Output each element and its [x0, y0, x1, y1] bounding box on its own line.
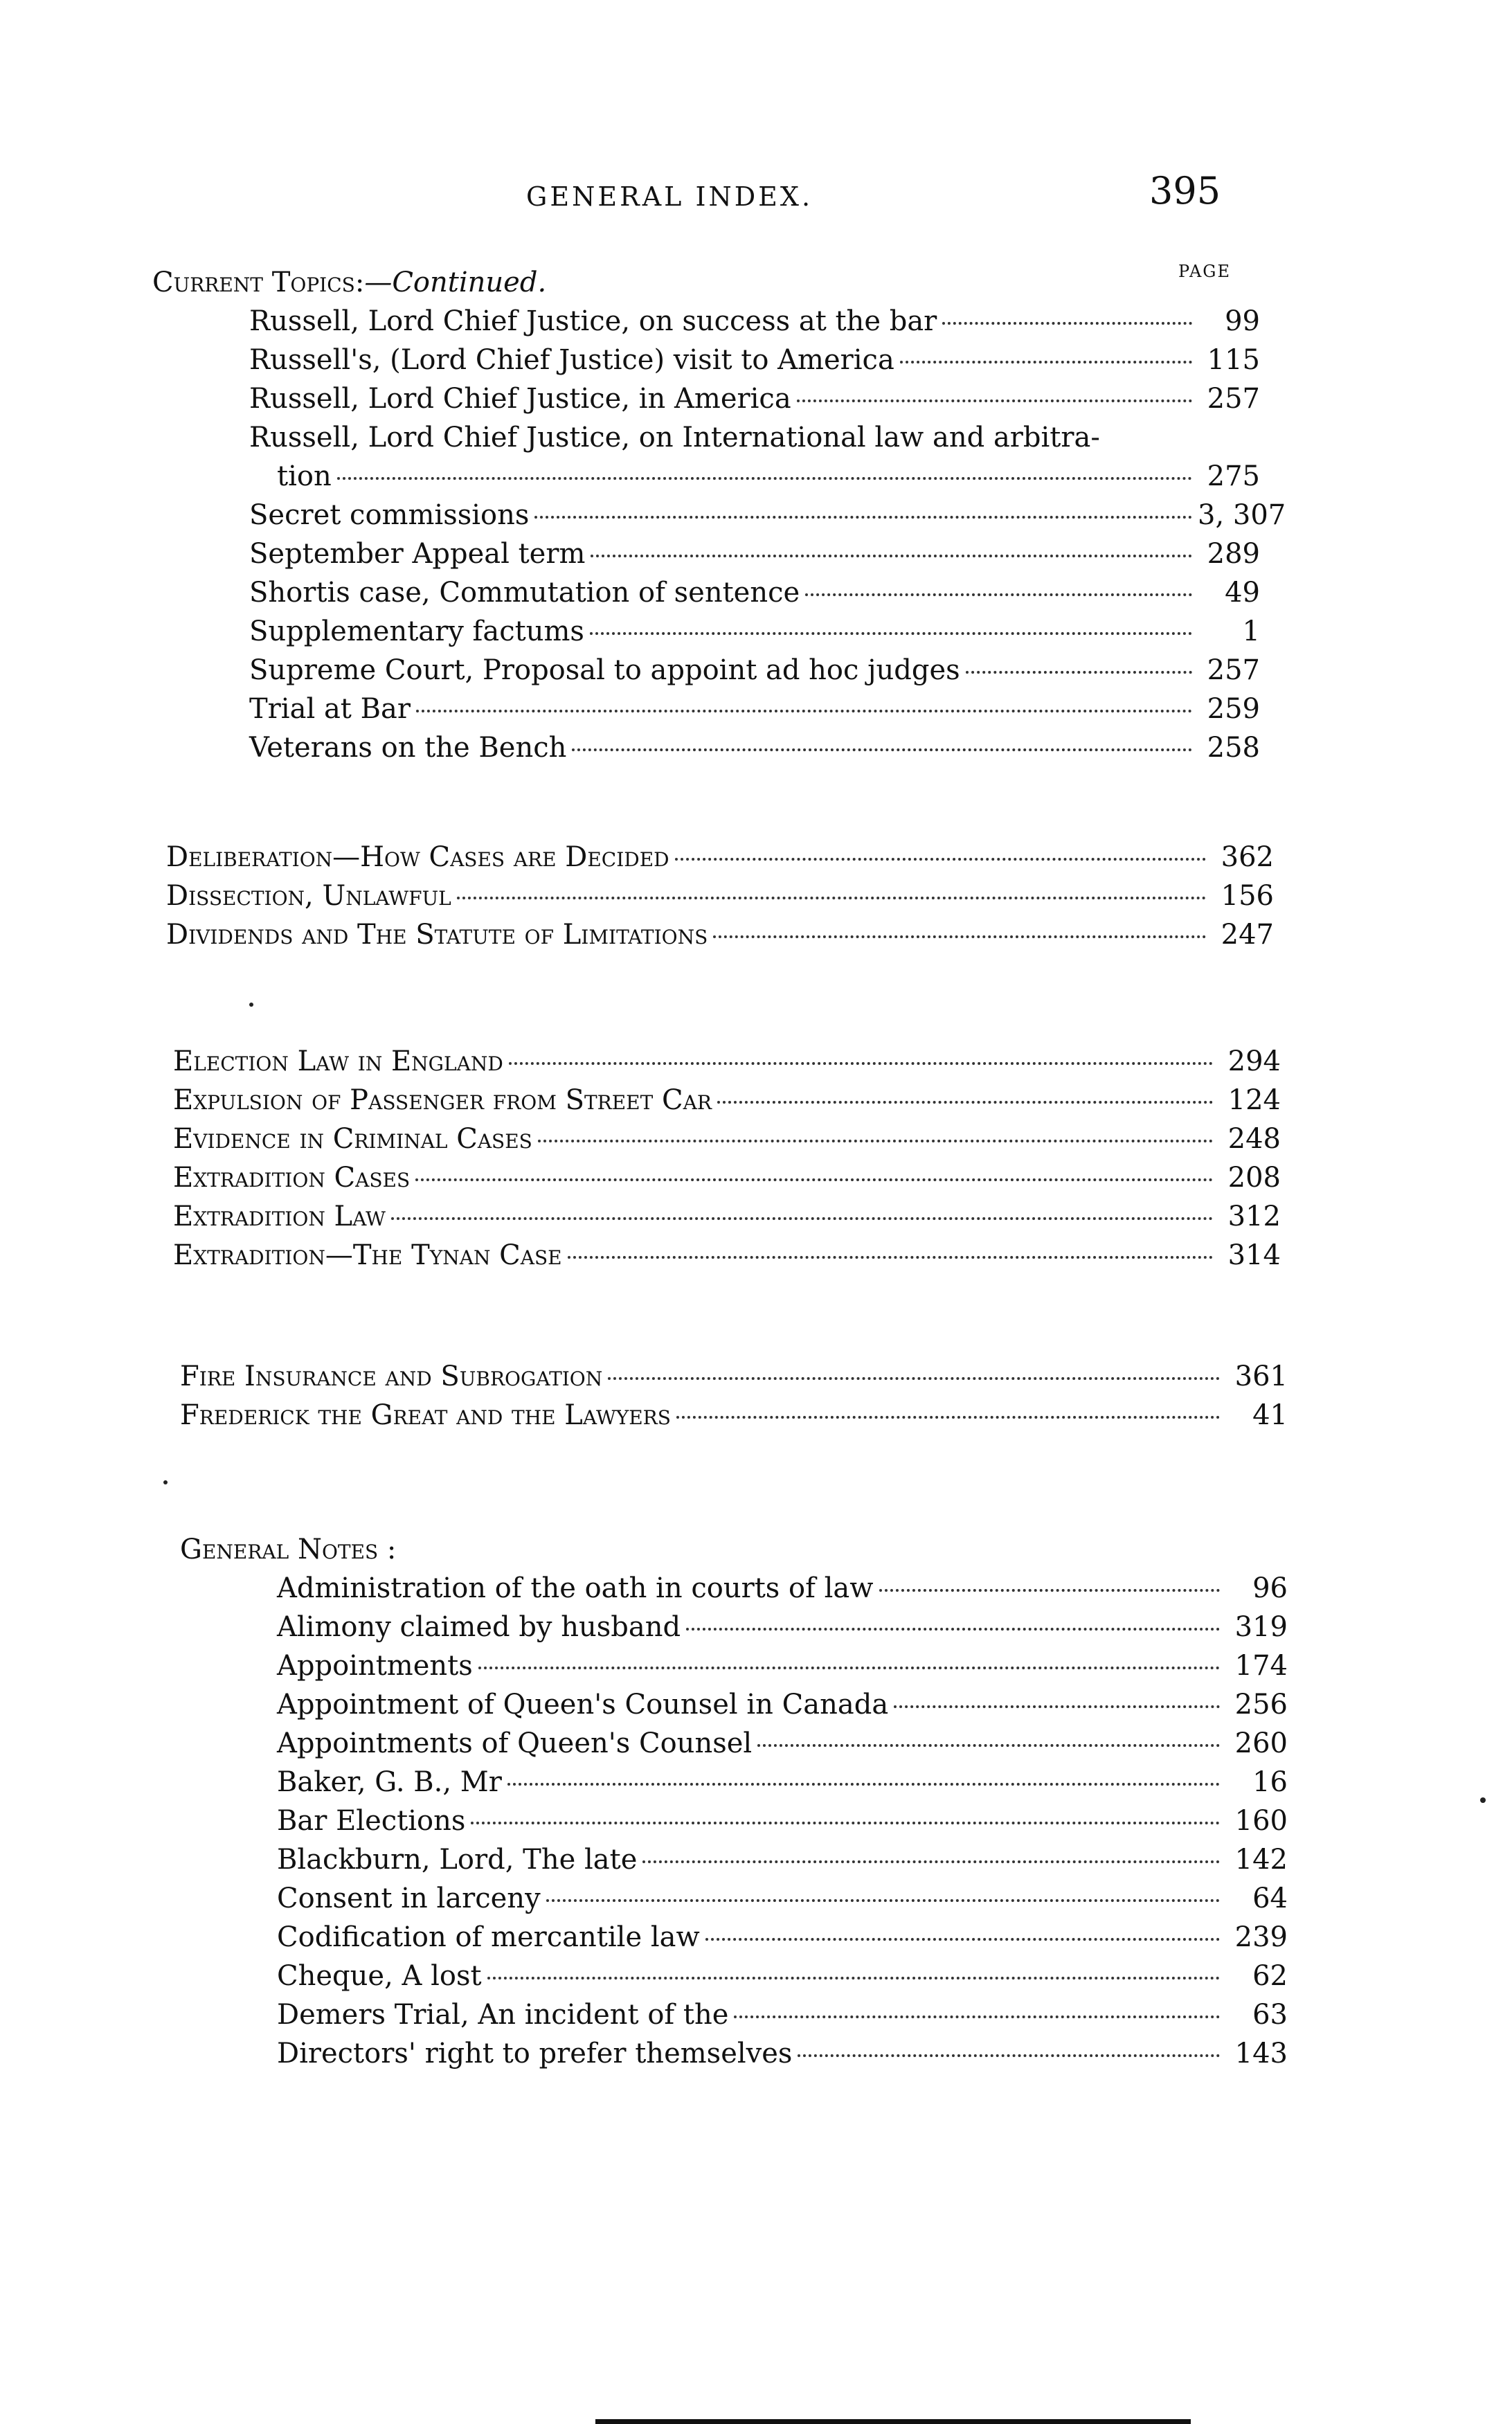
index-entry: Dissection, Unlawful 156 [166, 880, 1274, 912]
general-notes-section [180, 1530, 1288, 2073]
scan-speck [249, 1003, 253, 1007]
dot-leader [757, 1744, 1220, 1747]
index-entry: Trial at Bar 259 [249, 693, 1260, 725]
dot-leader [675, 858, 1206, 861]
index-entry: Bar Elections 160 [277, 1805, 1288, 1837]
index-entry: Consent in larceny 64 [277, 1883, 1288, 1914]
index-entry: Election Law in England 294 [173, 1045, 1281, 1077]
index-entry: Veterans on the Bench 258 [249, 732, 1260, 764]
dot-leader [797, 399, 1192, 402]
index-entry: Blackburn, Lord, The late 142 [277, 1844, 1288, 1876]
dot-leader [568, 1256, 1213, 1259]
index-entry: Fire Insurance and Subrogation 361 [180, 1361, 1288, 1392]
scan-speck [163, 1480, 168, 1484]
running-head: GENERAL INDEX. [526, 181, 813, 212]
dot-leader [391, 1217, 1213, 1220]
dot-leader [457, 897, 1206, 899]
index-entry: Russell, Lord Chief Justice, on success at the bar 99 [249, 305, 1260, 337]
scan-speck [1480, 1797, 1486, 1803]
dot-leader [478, 1667, 1220, 1669]
dot-leader [676, 1416, 1220, 1419]
index-entry: September Appeal term 289 [249, 538, 1260, 570]
dot-leader [798, 2054, 1220, 2057]
dot-leader [642, 1860, 1220, 1863]
index-entry: Supreme Court, Proposal to appoint ad hoc judges 257 [249, 654, 1260, 686]
dot-leader [966, 671, 1192, 674]
index-entry-continuation: tion 275 [277, 460, 1260, 492]
dot-leader [900, 361, 1192, 363]
e-section [173, 1042, 1281, 1275]
index-entry: Dividends and The Statute of Limitations 247 [166, 919, 1274, 951]
current-topics-entries [152, 302, 1286, 767]
index-entry: Deliberation—How Cases are Decided 362 [166, 841, 1274, 873]
dot-leader [805, 593, 1192, 596]
dot-leader [534, 516, 1192, 519]
index-entry: Alimony claimed by husband 319 [277, 1611, 1288, 1643]
dot-leader [894, 1705, 1220, 1708]
dot-leader [717, 1101, 1213, 1104]
index-entry: Extradition Cases 208 [173, 1162, 1281, 1194]
index-entry: Codification of mercantile law 239 [277, 1921, 1288, 1953]
index-entry: Directors' right to prefer themselves 143 [277, 2038, 1288, 2070]
dot-leader [509, 1062, 1213, 1065]
dot-leader [942, 322, 1192, 325]
dot-leader [538, 1140, 1213, 1142]
bottom-rule [595, 2419, 1191, 2424]
page-number: 395 [1149, 169, 1221, 213]
dot-leader [471, 1822, 1220, 1824]
dot-leader [337, 477, 1192, 480]
dot-leader [879, 1589, 1220, 1592]
index-entry: Administration of the oath in courts of law 96 [277, 1572, 1288, 1604]
dot-leader [487, 1977, 1220, 1979]
index-entry: Baker, G. B., Mr 16 [277, 1766, 1288, 1798]
dot-leader [591, 555, 1192, 557]
current-topics-heading: Current Topics:—Continued. [152, 267, 547, 298]
index-entry: Expulsion of Passenger from Street Car 124 [173, 1084, 1281, 1116]
index-entry: Extradition Law 312 [173, 1201, 1281, 1232]
dot-leader [507, 1783, 1220, 1786]
index-entry: Appointments 174 [277, 1650, 1288, 1682]
dot-leader [713, 935, 1206, 938]
index-entry: Cheque, A lost 62 [277, 1960, 1288, 1992]
index-entry: Shortis case, Commutation of sentence 49 [249, 577, 1260, 609]
index-entry: Extradition—The Tynan Case 314 [173, 1239, 1281, 1271]
general-notes-entries [180, 1569, 1288, 2073]
current-topics-section [152, 263, 1286, 767]
dot-leader [686, 1628, 1220, 1631]
index-entry: Frederick the Great and the Lawyers 41 [180, 1399, 1288, 1431]
f-section [180, 1357, 1288, 1435]
dot-leader [734, 2015, 1220, 2018]
index-entry: Russell's, (Lord Chief Justice) visit to America 115 [249, 344, 1260, 376]
dot-leader [590, 632, 1192, 635]
dot-leader [416, 710, 1192, 712]
dot-leader [546, 1899, 1220, 1902]
index-entry: Appointment of Queen's Counsel in Canada 256 [277, 1689, 1288, 1721]
index-entry: Russell, Lord Chief Justice, on International law and arbitra- [249, 422, 1100, 454]
dot-leader [608, 1377, 1220, 1380]
general-notes-heading: General Notes : [180, 1534, 397, 1565]
dot-leader [705, 1938, 1220, 1941]
d-section [166, 838, 1274, 954]
dot-leader [415, 1178, 1213, 1181]
index-entry: Supplementary factums 1 [249, 616, 1260, 647]
index-entry: Appointments of Queen's Counsel 260 [277, 1727, 1288, 1759]
dot-leader [572, 748, 1192, 751]
index-entry: Evidence in Criminal Cases 248 [173, 1123, 1281, 1155]
index-entry: Russell, Lord Chief Justice, in America 257 [249, 383, 1260, 415]
index-entry: Secret commissions 3, 307 [249, 499, 1286, 531]
page-column-label: PAGE [1178, 262, 1231, 281]
index-entry: Demers Trial, An incident of the 63 [277, 1999, 1288, 2031]
